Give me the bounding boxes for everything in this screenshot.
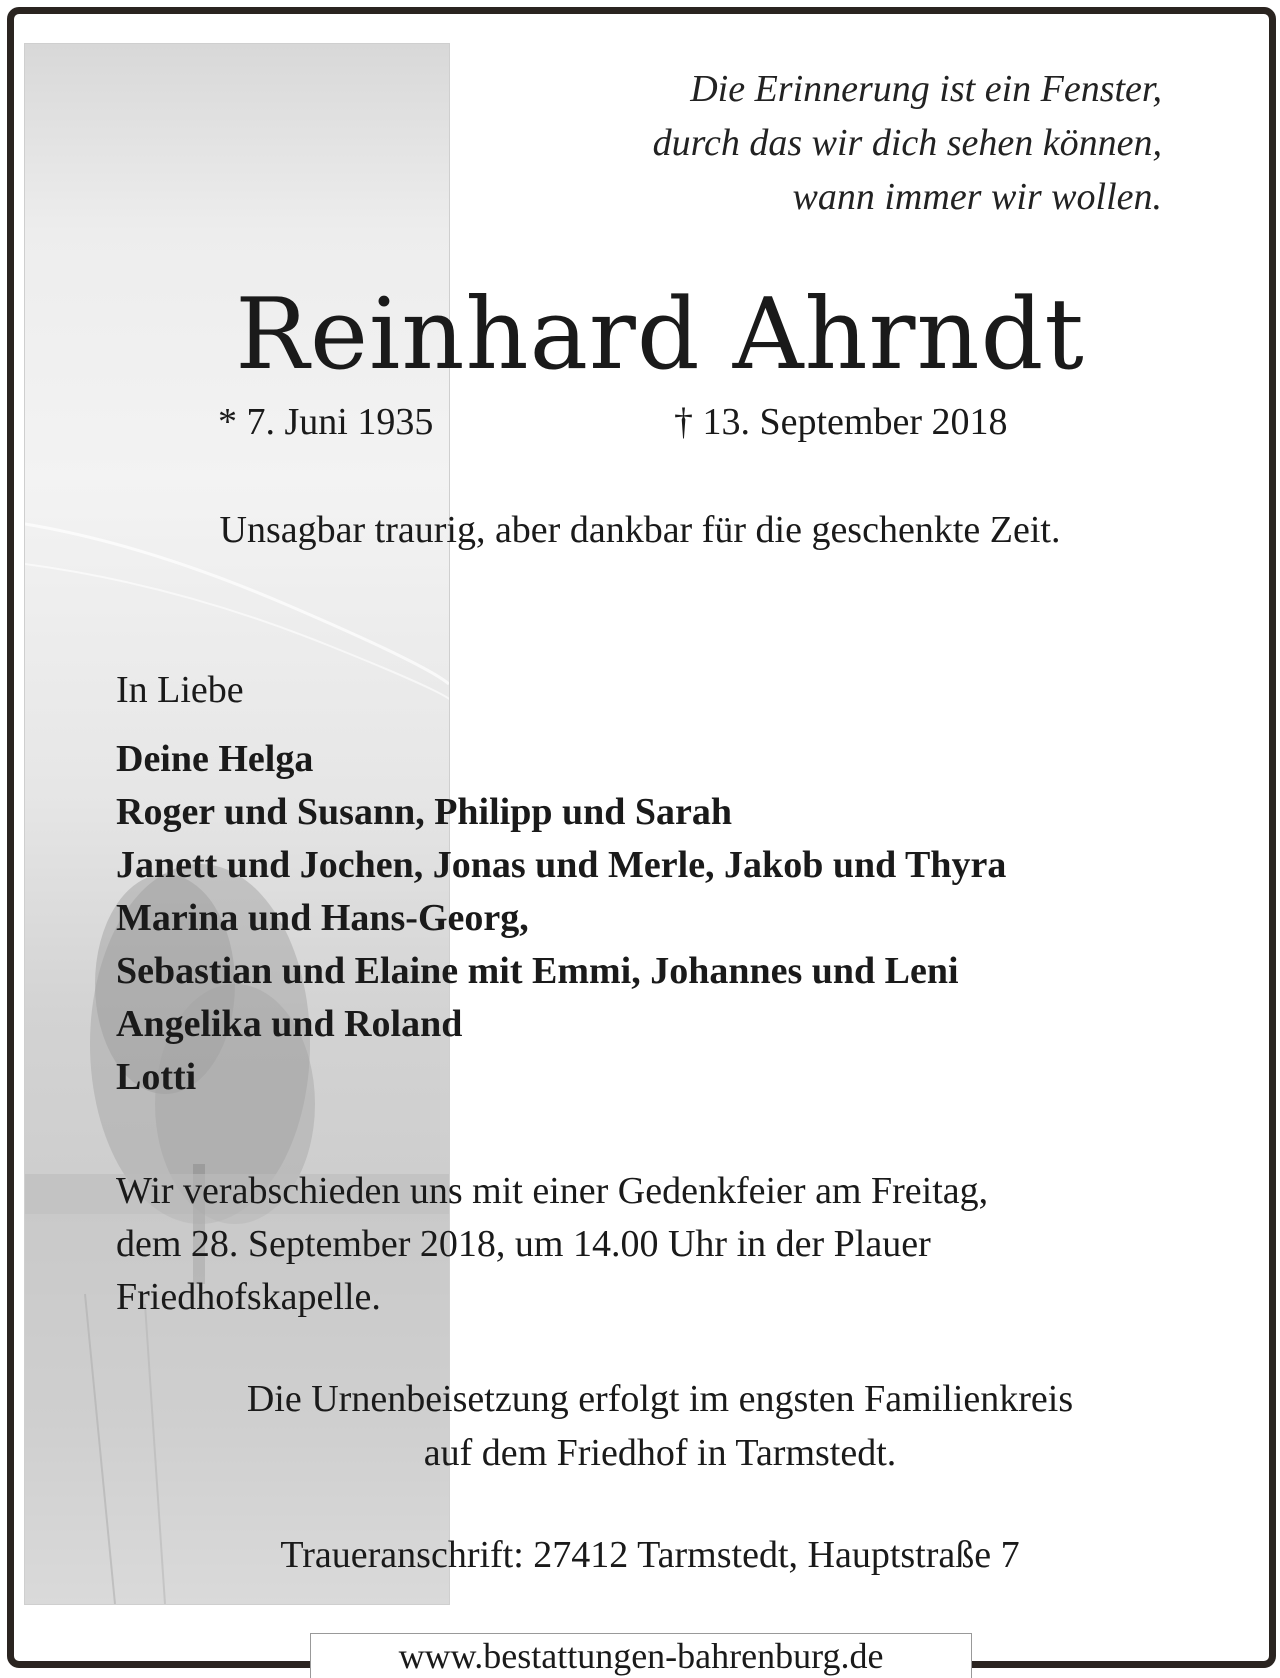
family-member: Marina und Hans-Georg, [116, 897, 529, 939]
ceremony-line: Wir verabschieden uns mit einer Gedenkfeier am Freitag, [116, 1170, 989, 1212]
quote-line: wann immer wir wollen. [792, 176, 1162, 218]
quote-line: durch das wir dich sehen können, [652, 122, 1162, 164]
death-date: † 13. September 2018 [674, 401, 1008, 443]
in-love-label: In Liebe [116, 669, 244, 711]
family-member: Deine Helga [116, 738, 314, 780]
family-member: Roger und Susann, Philipp und Sarah [116, 791, 733, 833]
ceremony-line: Friedhofskapelle. [116, 1276, 381, 1318]
family-member: Sebastian und Elaine mit Emmi, Johannes und Leni [116, 950, 959, 992]
mourning-address: Traueranschrift: 27412 Tarmstedt, Hauptstraße 7 [280, 1534, 1020, 1576]
ceremony-notice [116, 1165, 1176, 1324]
family-member: Lotti [116, 1056, 197, 1098]
family-member: Janett und Jochen, Jonas und Merle, Jakob und Thyra [116, 844, 1007, 886]
motto-text: Unsagbar traurig, aber dankbar für die geschenkte Zeit. [219, 509, 1061, 551]
deceased-name: Reinhard Ahrndt [235, 278, 1085, 392]
ceremony-line: dem 28. September 2018, um 14.00 Uhr in der Plauer [116, 1223, 931, 1265]
urn-burial-notice [0, 1372, 1280, 1480]
website-link[interactable]: www.bestattungen-bahrenburg.de [310, 1633, 972, 1678]
memorial-quote [653, 62, 1162, 224]
quote-line: Die Erinnerung ist ein Fenster, [690, 68, 1162, 110]
birth-date: * 7. Juni 1935 [218, 401, 434, 443]
family-list [116, 733, 1006, 1104]
family-member: Angelika und Roland [116, 1003, 463, 1045]
urn-line: auf dem Friedhof in Tarmstedt. [423, 1432, 897, 1474]
urn-line: Die Urnenbeisetzung erfolgt im engsten Familienkreis [246, 1378, 1074, 1420]
